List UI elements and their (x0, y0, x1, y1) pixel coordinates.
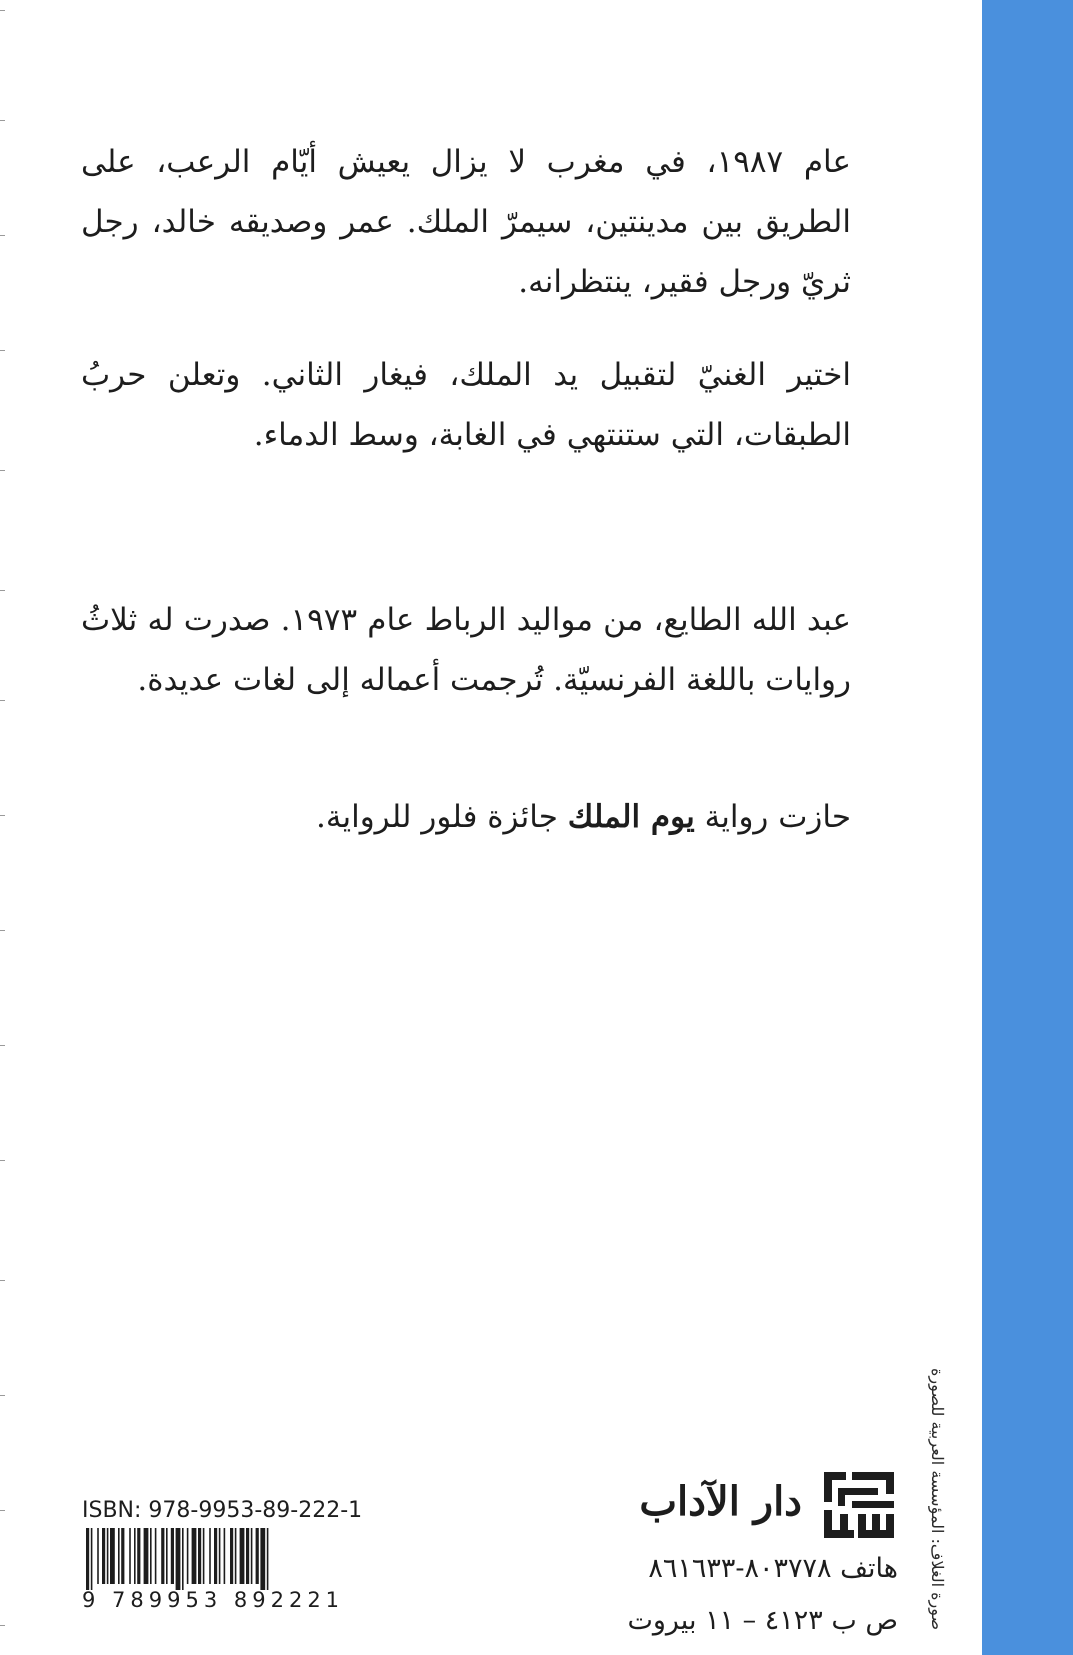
publisher-logo-icon (822, 1470, 896, 1540)
barcode-block (82, 1498, 363, 1618)
award-book-title: يوم الملك (567, 799, 695, 835)
author-bio-paragraph: عبد الله الطايع، من مواليد الرباط عام ١٩٧٣. صدرت له ثلاثُ روايات باللغة الفرنسيّة. تُرجمت أعماله إلى لغات عديدة. (81, 602, 851, 698)
barcode-icon (86, 1528, 346, 1590)
isbn-label: ISBN: 978-9953-89-222-1 (82, 1498, 363, 1523)
edge-ticks (0, 0, 6, 1655)
publisher-po-box: ص ب ٤١٢٣ – ١١ بيروت (627, 1605, 898, 1636)
award-suffix: جائزة فلور للرواية. (316, 799, 558, 835)
blurb-paragraph-2: اختير الغنيّ لتقبيل يد الملك، فيغار الثاني. وتعلن حربُ الطبقات، التي ستنتهي في الغابة، وسط الدماء. (81, 357, 851, 453)
cover-photo-credit: صورة الغلاف: المؤسسة العربية للصورة (928, 1367, 947, 1630)
award-paragraph (81, 787, 851, 847)
spine-color-band (982, 0, 1073, 1655)
publisher-phone: هاتف ٨٠٣٧٧٨-٨٦١٦٣٣ (648, 1553, 898, 1584)
award-prefix: حازت رواية (704, 799, 851, 835)
blurb-paragraph-1: عام ١٩٨٧، في مغرب لا يزال يعيش أيّام الرعب، على الطريق بين مدينتين، سيمرّ الملك. عمر وصديقه خالد، رجل ثريّ ورجل فقير، ينتظرانه. (81, 144, 851, 300)
barcode-digits: 9 789953 892221 (82, 1588, 345, 1612)
publisher-name: دار الآداب (639, 1478, 802, 1525)
publisher-block (600, 1470, 900, 1540)
